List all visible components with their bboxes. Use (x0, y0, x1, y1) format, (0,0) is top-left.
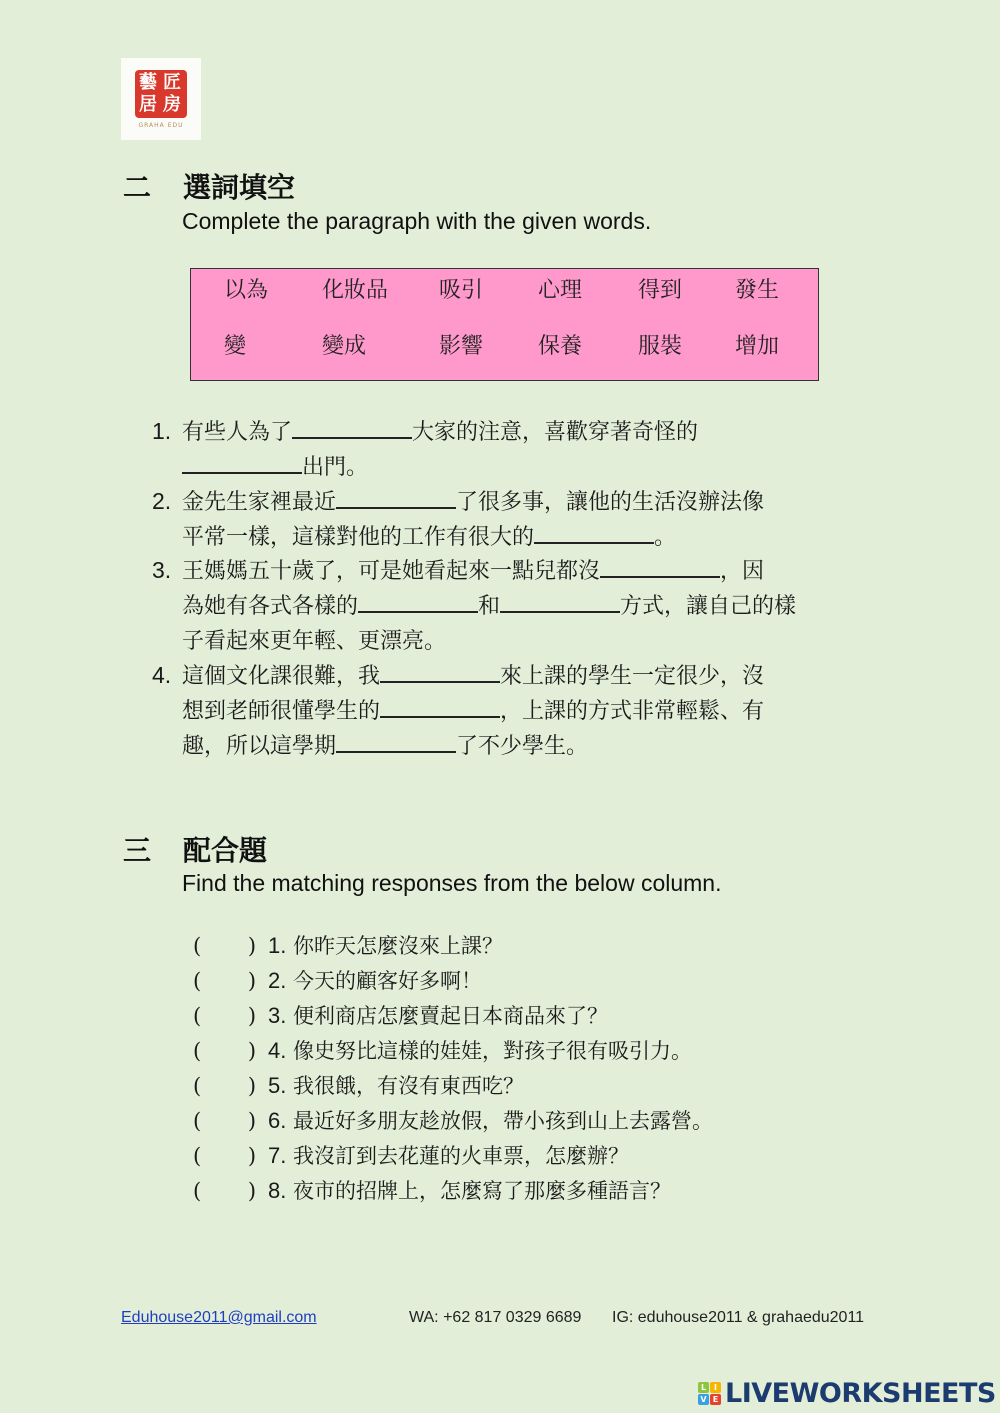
answer-paren-input[interactable]: ( ) (193, 934, 257, 958)
question-text: 王媽媽五十歲了，可是她看起來一點兒都沒 (182, 559, 601, 584)
matching-item (193, 928, 503, 964)
graha-edu-logo (121, 58, 201, 140)
question-number: 4. (152, 662, 172, 688)
word-bank-item[interactable]: 吸引 (439, 278, 484, 303)
liveworksheets-text: LIVEWORKSHEETS (725, 1377, 996, 1409)
question-text: 趣，所以這學期 (182, 734, 337, 759)
question-line (152, 658, 892, 694)
question-number: 3. (152, 557, 172, 583)
word-bank-item[interactable]: 增加 (735, 334, 780, 359)
question-text: 了很多事，讓他的生活沒辦法像 (456, 490, 765, 515)
question-line (152, 694, 892, 729)
section2-title: 選詞填空 (183, 171, 296, 204)
question-text: ，上課的方式非常輕鬆、有 (500, 699, 765, 724)
seal-icon (135, 70, 187, 118)
section3-title: 配合題 (183, 834, 268, 867)
word-bank-item[interactable]: 化妝品 (322, 278, 389, 303)
matching-text: 我沒訂到去花蓮的火車票，怎麼辦？ (293, 1144, 630, 1168)
answer-paren-input[interactable]: ( ) (193, 1179, 257, 1203)
question-line (152, 624, 892, 659)
seal-char: 藝 (139, 72, 157, 93)
section2-subtitle: Complete the paragraph with the given words. (182, 208, 652, 234)
answer-paren-input[interactable]: ( ) (193, 1144, 257, 1168)
seal-char: 匠 (163, 72, 181, 93)
logo-tile: V (698, 1394, 709, 1405)
answer-paren-input[interactable]: ( ) (193, 1004, 257, 1028)
question-item (152, 414, 892, 485)
question-line (152, 520, 892, 555)
liveworksheets-logo-icon (698, 1382, 721, 1405)
matching-text: 你昨天怎麼沒來上課？ (293, 934, 504, 958)
question-text: 有些人為了 (182, 420, 293, 445)
question-text: 平常一樣，這樣對他的工作有很大的 (182, 525, 535, 550)
section3-number: 三 (123, 834, 152, 867)
question-text: ，因 (720, 559, 765, 584)
matching-item (193, 963, 482, 999)
email-link[interactable]: Eduhouse2011@gmail.com (121, 1309, 317, 1326)
word-bank-item[interactable]: 服裝 (638, 334, 683, 359)
word-bank-item[interactable]: 變 (224, 334, 247, 359)
matching-number: 6. (268, 1108, 287, 1133)
matching-text: 像史努比這樣的娃娃，對孩子很有吸引力。 (293, 1039, 693, 1063)
matching-item (193, 1103, 713, 1139)
matching-item (193, 998, 608, 1034)
answer-blank[interactable] (380, 694, 500, 718)
question-text: 想到老師很懂學生的 (182, 699, 381, 724)
question-line (152, 729, 892, 764)
matching-item (193, 1033, 692, 1069)
seal-char: 居 (139, 94, 157, 115)
word-bank-item[interactable]: 發生 (735, 278, 780, 303)
matching-item (193, 1138, 629, 1174)
question-text: 來上課的學生一定很少，沒 (500, 664, 765, 689)
question-text: 方式，讓自己的樣 (620, 594, 797, 619)
matching-item (193, 1173, 671, 1209)
answer-paren-input[interactable]: ( ) (193, 969, 257, 993)
answer-blank[interactable] (358, 589, 478, 613)
whatsapp-contact: WA: +62 817 0329 6689 (409, 1309, 582, 1326)
question-text: 了不少學生。 (456, 734, 589, 759)
answer-blank[interactable] (534, 520, 654, 544)
matching-number: 2. (268, 968, 287, 993)
answer-paren-input[interactable]: ( ) (193, 1039, 257, 1063)
question-text: 。 (654, 525, 677, 550)
instagram-contact: IG: eduhouse2011 & grahaedu2011 (612, 1309, 865, 1326)
matching-number: 8. (268, 1178, 287, 1203)
question-text: 這個文化課很難，我 (182, 664, 381, 689)
section2-heading (123, 166, 295, 206)
logo-tile: L (698, 1382, 709, 1393)
question-number: 2. (152, 488, 172, 514)
question-item (152, 658, 892, 764)
question-text: 為她有各式各樣的 (182, 594, 359, 619)
logo-tile: I (710, 1382, 721, 1393)
question-line (152, 484, 892, 520)
word-bank-item[interactable]: 保養 (538, 334, 583, 359)
matching-number: 3. (268, 1003, 287, 1028)
question-item (152, 553, 892, 659)
question-number: 1. (152, 418, 172, 444)
matching-text: 便利商店怎麼賣起日本商品來了？ (293, 1004, 609, 1028)
word-bank (190, 268, 819, 381)
section3-heading (123, 829, 267, 869)
matching-number: 7. (268, 1143, 287, 1168)
matching-item (193, 1068, 524, 1104)
question-line (152, 414, 892, 450)
word-bank-item[interactable]: 心理 (538, 278, 583, 303)
matching-text: 我很餓，有沒有東西吃？ (293, 1074, 525, 1098)
section2-number: 二 (123, 171, 152, 204)
question-text: 金先生家裡最近 (182, 490, 337, 515)
logo-brand-text: GRAHA EDU (138, 122, 184, 129)
matching-text: 最近好多朋友趁放假，帶小孩到山上去露營。 (293, 1109, 714, 1133)
section3-subtitle: Find the matching responses from the below column. (182, 870, 722, 896)
answer-blank[interactable] (600, 554, 720, 578)
matching-number: 4. (268, 1038, 287, 1063)
answer-blank[interactable] (336, 729, 456, 753)
word-bank-item[interactable]: 得到 (638, 278, 683, 303)
answer-blank[interactable] (292, 415, 412, 439)
question-text: 出門。 (302, 455, 369, 480)
question-text: 和 (478, 594, 501, 619)
question-line (152, 589, 892, 624)
answer-paren-input[interactable]: ( ) (193, 1074, 257, 1098)
answer-blank[interactable] (336, 485, 456, 509)
answer-blank[interactable] (182, 450, 302, 474)
matching-text: 今天的顧客好多啊！ (293, 969, 483, 993)
seal-char: 房 (163, 94, 181, 115)
question-line (152, 553, 892, 589)
matching-number: 5. (268, 1073, 287, 1098)
question-text: 大家的注意，喜歡穿著奇怪的 (412, 420, 699, 445)
word-bank-item[interactable]: 影響 (439, 334, 484, 359)
matching-number: 1. (268, 933, 287, 958)
question-text: 子看起來更年輕、更漂亮。 (182, 629, 447, 654)
matching-text: 夜市的招牌上，怎麼寫了那麼多種語言？ (293, 1179, 672, 1203)
question-item (152, 484, 892, 555)
answer-paren-input[interactable]: ( ) (193, 1109, 257, 1133)
logo-tile: E (710, 1394, 721, 1405)
answer-blank[interactable] (380, 659, 500, 683)
question-line (152, 450, 892, 485)
word-bank-item[interactable]: 以為 (224, 278, 269, 303)
word-bank-item[interactable]: 變成 (322, 334, 367, 359)
liveworksheets-watermark[interactable] (698, 1378, 996, 1408)
answer-blank[interactable] (500, 589, 620, 613)
